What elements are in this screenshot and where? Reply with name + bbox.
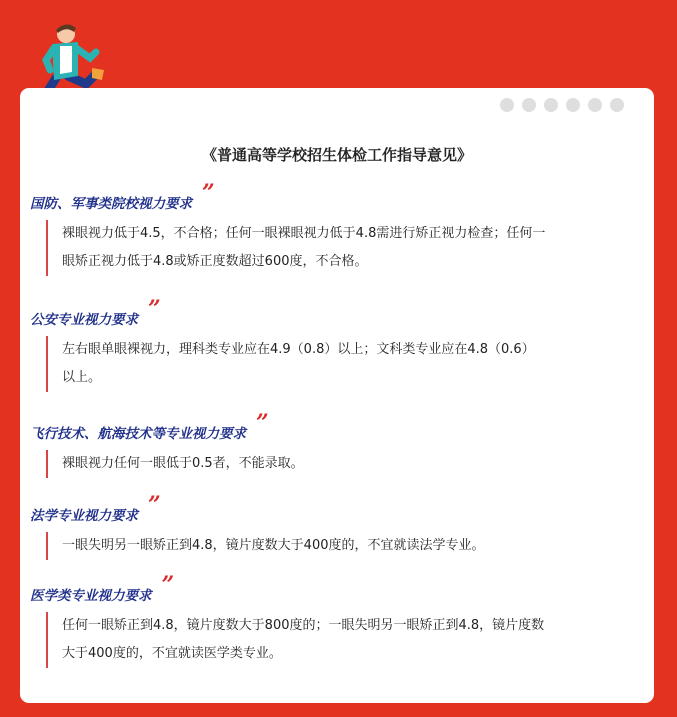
section-heading-label: 医学类专业视力要求 xyxy=(30,588,152,604)
section-body xyxy=(46,450,642,478)
section-heading xyxy=(30,492,642,526)
body-line: 左右眼单眼裸视力，理科类专业应在4.9（0.8）以上；文科类专业应在4.8（0.6） xyxy=(62,342,535,357)
body-line: 裸眼视力低于4.5，不合格；任何一眼裸眼视力低于4.8需进行矫正视力检查；任何一 xyxy=(62,226,546,241)
section-military xyxy=(30,180,642,276)
section-heading xyxy=(30,572,642,606)
section-medicine xyxy=(30,572,642,668)
section-heading xyxy=(30,296,642,330)
dot xyxy=(610,98,624,112)
section-body xyxy=(46,532,642,560)
section-aviation xyxy=(30,410,642,478)
section-heading-label: 公安专业视力要求 xyxy=(30,312,138,328)
quote-mark-icon: ” xyxy=(256,410,269,436)
dot xyxy=(544,98,558,112)
section-heading-label: 法学专业视力要求 xyxy=(30,508,138,524)
dot xyxy=(522,98,536,112)
body-line: 大于400度的，不宜就读医学类专业。 xyxy=(62,646,282,661)
window-dots xyxy=(500,98,624,112)
section-heading-label: 国防、军事类院校视力要求 xyxy=(30,196,192,212)
section-body xyxy=(46,220,642,276)
dot xyxy=(588,98,602,112)
content-card xyxy=(20,88,654,703)
quote-mark-icon: ” xyxy=(148,296,161,322)
section-police xyxy=(30,296,642,392)
body-line: 裸眼视力任何一眼低于0.5者，不能录取。 xyxy=(62,456,304,471)
section-heading-label: 飞行技术、航海技术等专业视力要求 xyxy=(30,426,246,442)
body-line: 眼矫正视力低于4.8或矫正度数超过600度，不合格。 xyxy=(62,254,368,269)
body-line: 一眼失明另一眼矫正到4.8，镜片度数大于400度的，不宜就读法学专业。 xyxy=(62,538,485,553)
dot xyxy=(566,98,580,112)
quote-mark-icon: ” xyxy=(161,572,175,598)
dot xyxy=(500,98,514,112)
quote-mark-icon: ” xyxy=(202,180,215,206)
quote-mark-icon: ” xyxy=(148,492,161,518)
section-heading xyxy=(30,180,642,214)
section-body xyxy=(46,612,642,668)
section-law xyxy=(30,492,642,560)
document-title: 《普通高等学校招生体检工作指导意见》 xyxy=(201,146,472,164)
body-line: 任何一眼矫正到4.8，镜片度数大于800度的；一眼失明另一眼矫正到4.8，镜片度数 xyxy=(62,618,545,633)
section-heading xyxy=(30,410,642,444)
body-line: 以上。 xyxy=(62,370,102,385)
section-body xyxy=(46,336,642,392)
